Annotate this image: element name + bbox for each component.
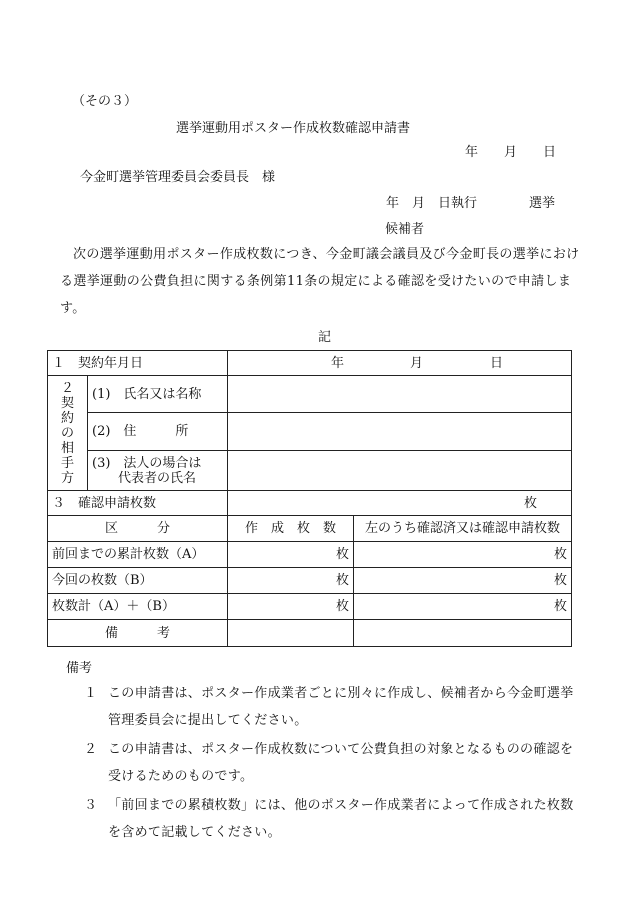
note-item: ３ 「前回までの累積枚数」には、他のポスター作成業者によって作成された枚数を含めて記載してください。 (60, 792, 580, 846)
ki-mark: 記 (318, 330, 332, 345)
document-title: 選挙運動用ポスター作成枚数確認申請書 (176, 121, 411, 136)
notes-list (60, 680, 580, 848)
row-confirmed-count[interactable]: 枚 (354, 594, 572, 620)
table-row (48, 568, 572, 594)
addressee: 今金町選挙管理委員会委員長 様 (80, 170, 276, 185)
party-number: ２ (60, 380, 74, 396)
note-text: この申請書は、ポスター作成枚数について公費負担の対象となるものの確認を受けるためのものです。 (108, 742, 574, 784)
row-label: 前回までの累計枚数（A） (48, 542, 228, 568)
body-text: 次の選挙運動用ポスター作成枚数につき、今金町議会議員及び今金町長の選挙における選挙運動の公費負担に関する条例第11条の規定による確認を受けたいので申請します。 (60, 247, 580, 316)
party-representative-label: (3) 法人の場合は 代表者の氏名 (88, 451, 228, 491)
remarks-label: 備 考 (48, 620, 228, 647)
row-confirmed-count[interactable]: 枚 (354, 542, 572, 568)
note-text: 「前回までの累積枚数」には、他のポスター作成業者によって作成された枚数を含めて記載してください。 (108, 798, 574, 840)
party-address-label: (2) 住 所 (88, 413, 228, 451)
table-row (48, 594, 572, 620)
party-name-label: (1) 氏名又は名称 (88, 376, 228, 413)
count-label: ３ 確認申請枚数 (48, 491, 228, 516)
count-row (48, 491, 572, 516)
row-created-count[interactable]: 枚 (228, 594, 354, 620)
party-address-row (48, 413, 572, 451)
header-created-count: 作 成 枚 数 (228, 516, 354, 542)
note-item: ２ この申請書は、ポスター作成枚数について公費負担の対象となるものの確認を受けるためのものです。 (60, 736, 580, 790)
application-date: 年 月 日 (465, 145, 557, 160)
form-number: （その３） (72, 94, 138, 109)
contract-party-label: ２ 契 約 の 相 手 方 (48, 376, 88, 491)
day-label: 日 (490, 355, 504, 371)
header-category: 区 分 (48, 516, 228, 542)
count-value[interactable]: 枚 (228, 491, 572, 516)
note-item: １ この申請書は、ポスター作成業者ごとに別々に作成し、候補者から今金町選挙管理委員会に提出してください。 (60, 680, 580, 734)
party-representative-row (48, 451, 572, 491)
contract-date-row (48, 351, 572, 376)
party-address-value[interactable] (228, 413, 572, 451)
contract-date-value[interactable] (228, 351, 572, 376)
remarks-confirmed[interactable] (354, 620, 572, 647)
row-label: 枚数計（A）＋（B） (48, 594, 228, 620)
header-confirmed-count: 左のうち確認済又は確認申請枚数 (354, 516, 572, 542)
contract-date-label: １ 契約年月日 (48, 351, 228, 376)
remarks-row (48, 620, 572, 647)
application-table (47, 350, 572, 647)
remarks-created[interactable] (228, 620, 354, 647)
notes-title: 備考 (66, 661, 93, 676)
note-text: この申請書は、ポスター作成業者ごとに別々に作成し、候補者から今金町選挙管理委員会に提出してください。 (108, 686, 574, 728)
row-label: 今回の枚数（B） (48, 568, 228, 594)
party-name-row (48, 376, 572, 413)
row-confirmed-count[interactable]: 枚 (354, 568, 572, 594)
table-header-row (48, 516, 572, 542)
candidate-label: 候補者 (385, 222, 425, 237)
table-row (48, 542, 572, 568)
row-created-count[interactable]: 枚 (228, 568, 354, 594)
row-created-count[interactable]: 枚 (228, 542, 354, 568)
party-representative-value[interactable] (228, 451, 572, 491)
party-name-value[interactable] (228, 376, 572, 413)
election-line: 年 月 日執行 選挙 (386, 196, 556, 211)
month-label: 月 (410, 355, 424, 371)
year-label: 年 (331, 355, 345, 371)
